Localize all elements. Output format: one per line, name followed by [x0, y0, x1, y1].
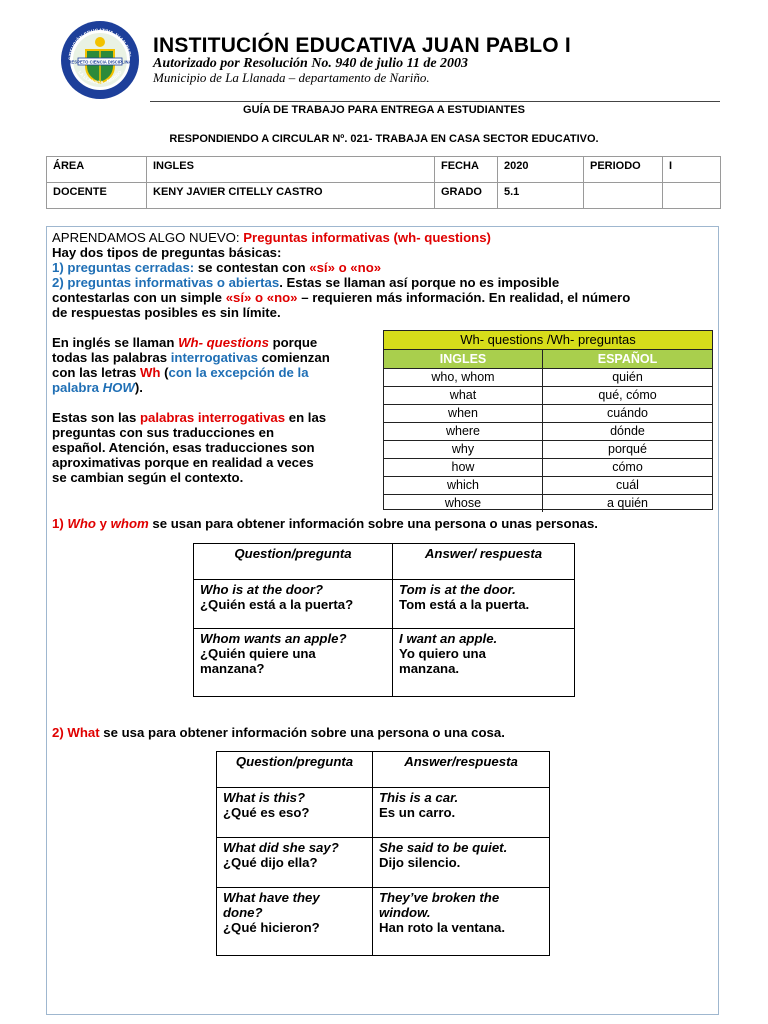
wh-col-espanol: ESPAÑOL [597, 352, 658, 366]
institution-title: INSTITUCIÓN EDUCATIVA JUAN PABLO I [153, 34, 571, 57]
fecha-value: 2020 [498, 157, 584, 183]
docente-value: KENY JAVIER CITELLY CASTRO [147, 183, 435, 209]
intro-heading: APRENDAMOS ALGO NUEVO: Preguntas informativas (wh- questions) [52, 230, 491, 245]
grado-label: GRADO [435, 183, 498, 209]
wh-spanish: cuándo [606, 406, 648, 420]
question-cell: What is this? ¿Qué es eso? [217, 788, 373, 838]
answer-cell: They’ve broken the window. Han roto la ventana. [373, 888, 550, 956]
para2-line1: En inglés se llaman Wh- questions porque [52, 335, 318, 350]
qa-header-row [217, 752, 550, 788]
question-cell: Whom wants an apple? ¿Quién quiere una manzana? [194, 629, 393, 697]
wh-spanish: dónde [610, 424, 645, 438]
answer-cell: This is a car. Es un carro. [373, 788, 550, 838]
who-whom-table [193, 543, 575, 697]
intro-line1: Hay dos tipos de preguntas básicas: [52, 245, 282, 260]
qa-row [194, 580, 575, 629]
area-value: INGLES [147, 157, 435, 183]
wh-spanish: quién [612, 370, 643, 384]
wh-english: when [384, 404, 543, 422]
section2-heading: 2) What se usa para obtener información sobre una persona o una cosa. [52, 725, 505, 740]
wh-row [384, 404, 712, 423]
intro-item1: 1) preguntas cerradas: se contestan con «sí» o «no» [52, 260, 382, 275]
wh-col-ingles: INGLES [384, 350, 543, 368]
wh-row [384, 458, 712, 477]
wh-row [384, 368, 712, 387]
info-row-docente [47, 183, 721, 209]
para2-line2: todas las palabras interrogativas comienzan [52, 350, 330, 365]
info-row-area [47, 157, 721, 183]
empty-cell [663, 183, 721, 209]
logo-ring-bottom-text: LA LLANADA - NARIÑO [77, 69, 123, 86]
wh-spanish: a quién [606, 496, 648, 510]
qa-header-row [194, 544, 575, 580]
answer-cell: Tom is at the door. Tom está a la puerta. [393, 580, 575, 629]
wh-row [384, 422, 712, 441]
wh-row [384, 476, 712, 495]
question-cell: What have they done? ¿Qué hicieron? [217, 888, 373, 956]
para2-line3: con las letras Wh (con la excepción de la [52, 365, 309, 380]
wh-english: who, whom [384, 368, 543, 386]
wh-english: whose [384, 494, 543, 512]
wh-questions-table [383, 330, 713, 510]
circular-line: RESPONDIENDO A CIRCULAR Nº. 021- TRABAJA EN CASA SECTOR EDUCATIVO. [169, 133, 599, 145]
para3-line4: aproximativas porque en realidad a veces [52, 455, 314, 470]
para3-line2: preguntas con sus traducciones en [52, 425, 275, 440]
section1-heading: 1) Who y whom se usan para obtener información sobre una persona o unas personas. [52, 516, 598, 531]
question-header: Question/pregunta [217, 752, 373, 788]
school-logo [60, 20, 140, 100]
empty-cell [584, 183, 663, 209]
logo-ring-text: STITUCIÓN EDUCATIVA JUAN PABL [67, 27, 132, 61]
qa-row [217, 788, 550, 838]
periodo-value: I [663, 157, 721, 183]
wh-spanish: cómo [612, 460, 643, 474]
authorization-line: Autorizado por Resolución No. 940 de julio 11 de 2003 [153, 56, 469, 71]
qa-row [217, 888, 550, 956]
para3-line3: español. Atención, esas traducciones son [52, 440, 315, 455]
wh-english: where [384, 422, 543, 440]
grado-value: 5.1 [498, 183, 584, 209]
answer-header: Answer/respuesta [373, 752, 550, 788]
wh-english: how [384, 458, 543, 476]
logo-sun [95, 37, 105, 47]
para3-line5: se cambian según el contexto. [52, 470, 244, 485]
intro-item2-end: de respuestas posibles es sin límite. [52, 305, 281, 320]
answer-cell: She said to be quiet. Dijo silencio. [373, 838, 550, 888]
para3-line1: Estas son las palabras interrogativas en las [52, 410, 327, 425]
guide-title: GUÍA DE TRABAJO PARA ENTREGA A ESTUDIANTES [243, 104, 525, 116]
wh-spanish: porqué [608, 442, 647, 456]
qa-row [194, 629, 575, 697]
what-table [216, 751, 550, 956]
intro-item2-cont: contestarlas con un simple «sí» o «no» – requieren más información. En realidad, el número [52, 290, 631, 305]
wh-english: why [384, 440, 543, 458]
fecha-label: FECHA [435, 157, 498, 183]
header-divider [150, 101, 720, 102]
para2-line4: palabra HOW). [52, 380, 143, 395]
wh-row [384, 440, 712, 459]
area-label: ÁREA [47, 157, 147, 183]
intro-item2: 2) preguntas informativas o abiertas. Estas se llaman así porque no es imposible [52, 275, 560, 290]
docente-label: DOCENTE [47, 183, 147, 209]
wh-english: what [384, 386, 543, 404]
answer-cell: I want an apple. Yo quiero una manzana. [393, 629, 575, 697]
answer-header: Answer/ respuesta [393, 544, 575, 580]
wh-row [384, 494, 712, 512]
question-cell: Who is at the door? ¿Quién está a la puerta? [194, 580, 393, 629]
location-line: Municipio de La Llanada – departamento de Nariño. [153, 70, 430, 85]
logo-motto: RESPETO CIENCIA DISCIPLINA [68, 59, 132, 65]
periodo-label: PERIODO [584, 157, 663, 183]
question-header: Question/pregunta [194, 544, 393, 580]
wh-english: which [384, 476, 543, 494]
wh-spanish: qué, cómo [598, 388, 657, 402]
wh-spanish: cuál [616, 478, 639, 492]
qa-row [217, 838, 550, 888]
wh-table-header [384, 350, 712, 369]
info-table [46, 156, 721, 209]
wh-table-title: Wh- questions /Wh- preguntas [384, 331, 712, 350]
question-cell: What did she say? ¿Qué dijo ella? [217, 838, 373, 888]
wh-row [384, 386, 712, 405]
